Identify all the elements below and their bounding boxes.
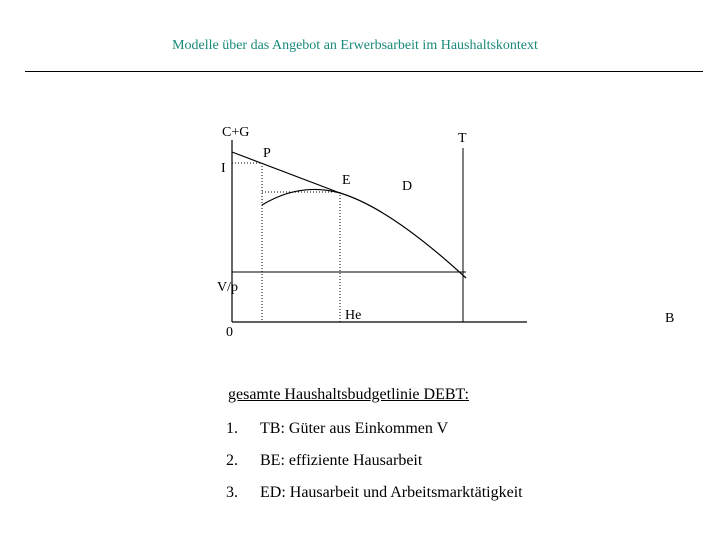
label-t: T: [458, 131, 467, 146]
label-p: P: [263, 146, 271, 161]
label-i: I: [221, 161, 226, 176]
label-b: B: [665, 311, 675, 326]
label-vp: V/p: [217, 280, 238, 295]
legend-item-number: 1.: [226, 420, 238, 437]
legend-item-text: BE: effiziente Hausarbeit: [260, 452, 423, 469]
budget-line-tb: [232, 152, 340, 193]
label-he: He: [345, 308, 362, 323]
legend-item: [226, 452, 422, 470]
page-title: Modelle über das Angebot an Erwerbsarbeit im Haushaltskontext: [172, 38, 538, 53]
legend-heading: gesamte Haushaltsbudgetlinie DEBT:: [228, 386, 469, 403]
legend-item: [226, 484, 523, 502]
legend-item-text: TB: Güter aus Einkommen V: [260, 420, 449, 437]
budget-curve-ed: [340, 193, 466, 278]
legend-item-number: 2.: [226, 452, 238, 469]
legend-item: [226, 420, 448, 438]
label-d: D: [402, 179, 413, 194]
label-e: E: [342, 173, 351, 188]
label-zero: 0: [226, 325, 233, 340]
legend-item-number: 3.: [226, 484, 238, 501]
label-cg: C+G: [222, 125, 250, 140]
legend-item-text: ED: Hausarbeit und Arbeitsmarktätigkeit: [260, 484, 523, 501]
